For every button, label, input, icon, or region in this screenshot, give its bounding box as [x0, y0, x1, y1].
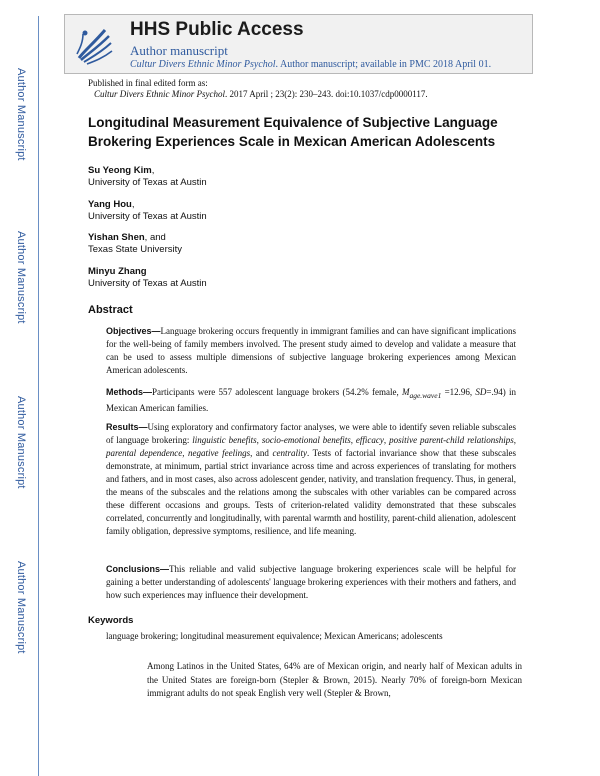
- keywords-list: language brokering; longitudinal measurement equivalence; Mexican Americans; adolescents: [106, 631, 443, 641]
- publication-label: Published in final edited form as:: [88, 78, 208, 88]
- abstract-results: Results—Using exploratory and confirmatory factor analyses, we were able to identify seven reliable subscales of language brokering: linguistic benefits, socio-emotional benefits, efficacy, positive parent-child relationships, parental dependence, negative feelings, and centrality. Tests of factorial invariance show that these subscales demonstrate, at minimum, partial strict invariance across time and across experiences of translating for mothers and fathers, and in most cases, also across adolescent gender, nativity, and translation frequency. Thus, in general, the means of the subscales and the relations among the subscales with other variables can be compared across these different occasions and groups. Tests of criterion-related validity demonstrated that these subscales correlated, concurrently and longitudinally, with parental warmth and hostility, parent-child alienation, adolescent family obligation, depressive symptoms, resilience, and life meaning.: [106, 422, 517, 536]
- abstract-conclusions: Conclusions—This reliable and valid subjective language brokering experiences scale will be helpful for gaining a better understanding of adolescents' language brokering experiences with their mothers and fathers, and how such experiences may influence their development.: [106, 564, 516, 600]
- author-manuscript-label: Author Manuscript: [15, 231, 27, 324]
- author-block: Su Yeong Kim, University of Texas at Austin: [88, 165, 207, 188]
- body-paragraph: Among Latinos in the United States, 64% are of Mexican origin, and nearly half of Mexican adults in the United States are foreign-born (Stepler & Brown, 2015). Nearly 70% of foreign-born Mexican immigrant adults do not speak English very well (Stepler & Brown,: [147, 661, 522, 698]
- author-block: Yang Hou, University of Texas at Austin: [88, 199, 207, 222]
- author-block: [88, 266, 207, 290]
- hhs-subtitle: Author manuscript: [130, 43, 228, 58]
- publication-citation: Cultur Divers Ethnic Minor Psychol. 2017 April ; 23(2): 230–243. doi:10.1037/cdp0000117.: [94, 89, 428, 99]
- abstract-methods: Methods—Participants were 557 adolescent language brokers (54.2% female, $M_{age.wave1} =12.96$, SD=.94) in Mexican American families.: [106, 387, 516, 413]
- author-name: Yishan Shen: [88, 232, 145, 243]
- author-name: Su Yeong Kim: [88, 165, 152, 176]
- author-affiliation: University of Texas at Austin: [88, 278, 207, 289]
- paper-title: Longitudinal Measurement Equivalence of Subjective Language Brokering Experiences Scale in Mexican American Adolescents: [88, 115, 498, 149]
- sidebar-rule: [38, 16, 39, 776]
- author-name: Minyu Zhang: [88, 266, 147, 277]
- keywords-heading: Keywords: [88, 615, 134, 626]
- author-affiliation: University of Texas at Austin: [88, 211, 207, 222]
- author-manuscript-label: Author Manuscript: [15, 561, 27, 654]
- author-manuscript-label: Author Manuscript: [15, 68, 27, 161]
- abstract-heading: Abstract: [88, 304, 133, 316]
- left-margin-sidebar: [0, 0, 46, 776]
- hhs-availability: Cultur Divers Ethnic Minor Psychol. Author manuscript; available in PMC 2018 April 01.: [130, 59, 492, 70]
- author-manuscript-label: Author Manuscript: [15, 396, 27, 489]
- journal-name: Cultur Divers Ethnic Minor Psychol: [130, 59, 276, 70]
- author-affiliation: University of Texas at Austin: [88, 177, 207, 188]
- hhs-header: [64, 14, 533, 74]
- publication-info: [88, 78, 428, 100]
- hhs-title: HHS Public Access: [130, 19, 304, 40]
- author-block: Yishan Shen, and Texas State University: [88, 232, 182, 255]
- author-name: Yang Hou: [88, 199, 132, 210]
- hhs-eagle-icon: [71, 20, 119, 68]
- abstract-objectives: Objectives—Language brokering occurs frequently in immigrant families and can have significant implications for the well-being of family members involved. The present study aimed to develop and validate a measure that can be used to assess multiple dimensions of subjective language brokering experiences among Mexican American adolescents.: [106, 326, 516, 375]
- author-affiliation: Texas State University: [88, 244, 182, 255]
